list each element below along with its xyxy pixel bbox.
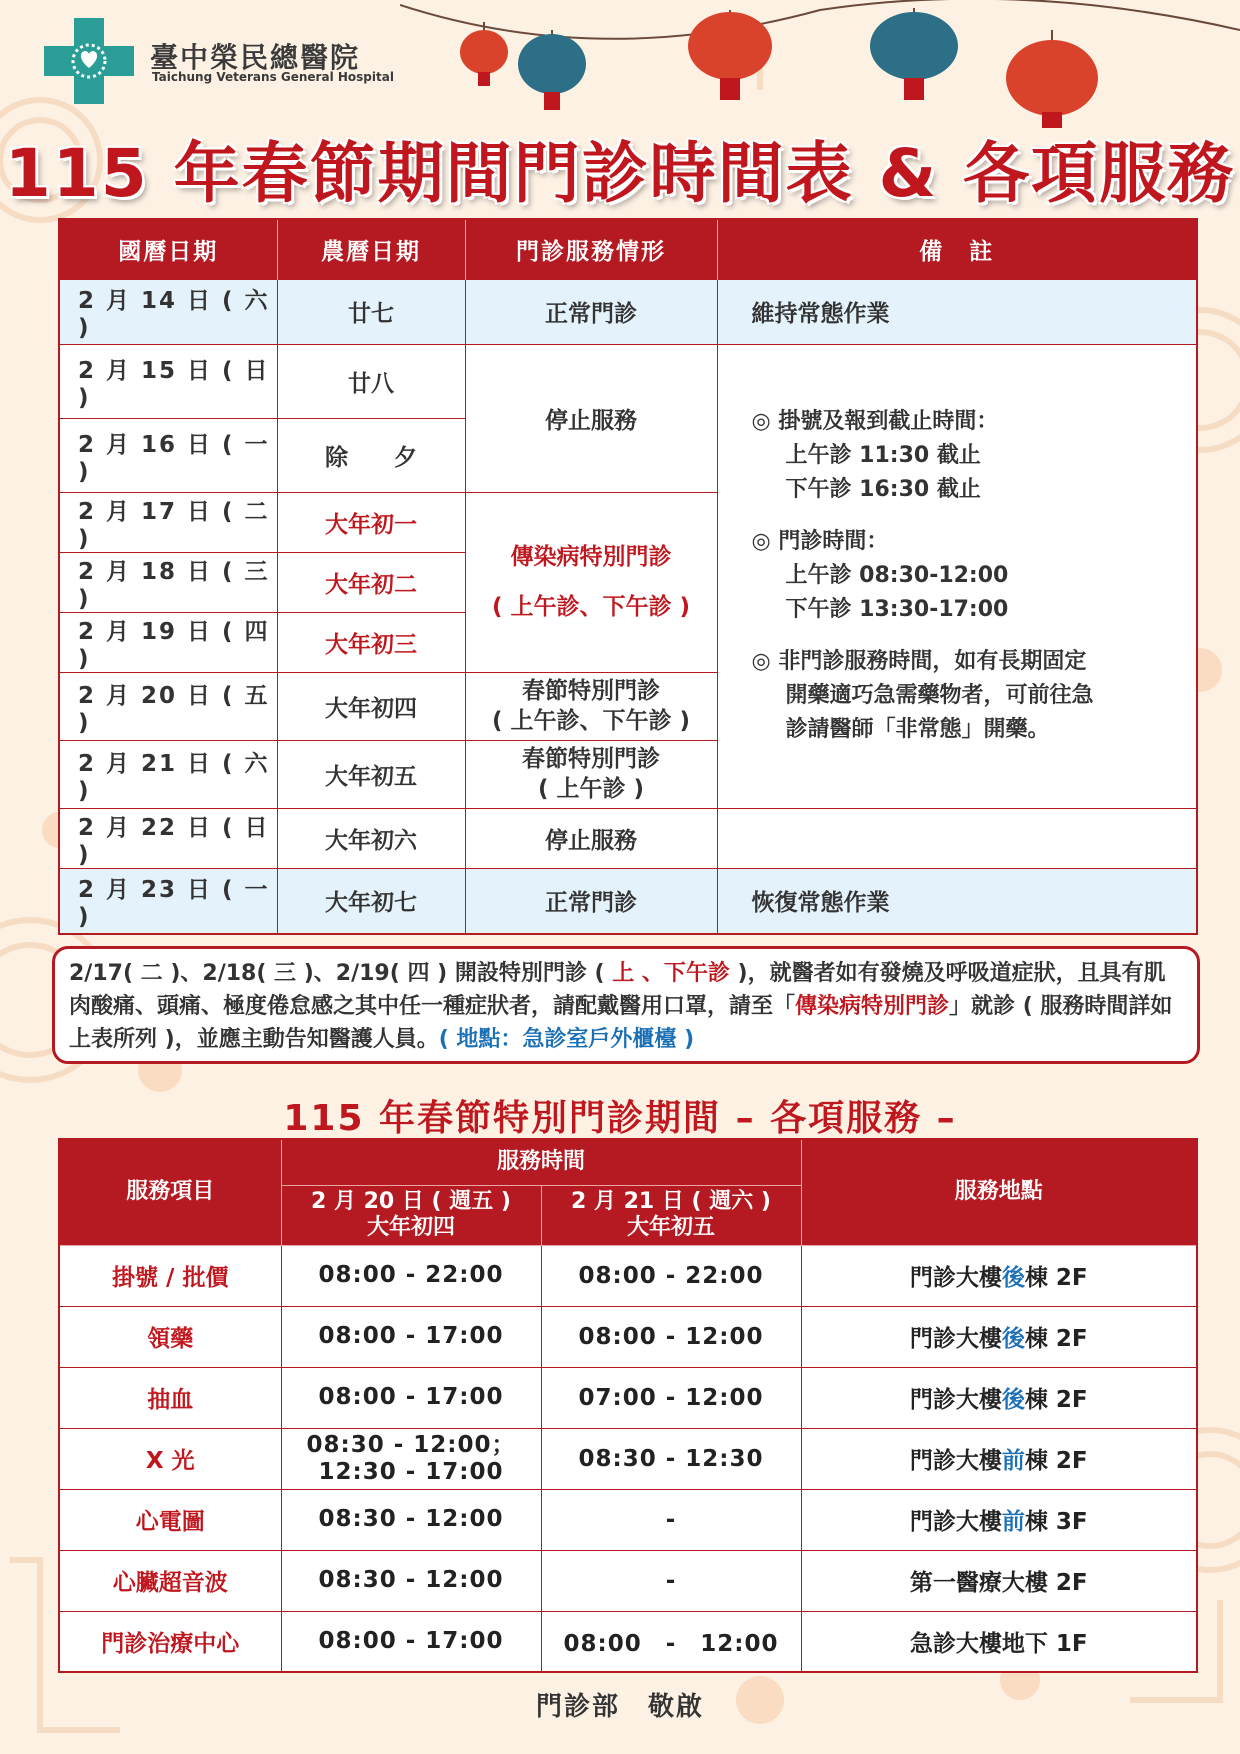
time-line: 08:00 - 17:00 <box>318 1384 504 1410</box>
solar-date: 2 月 21 日 ( 六 ) <box>59 740 277 808</box>
header-line: 大年初四 <box>366 1215 455 1240</box>
remark-line: ◎ 非門診服務時間，如有長期固定 <box>751 649 1087 674</box>
location-wing: 前 <box>1001 1509 1025 1535</box>
service-status: 正常門診 <box>465 279 717 344</box>
table-row <box>59 344 1197 418</box>
header-line: 2 月 21 日 ( 週六 ) <box>571 1189 771 1214</box>
day1-hours <box>281 1489 541 1550</box>
service-location <box>801 1245 1197 1306</box>
day2-hours: - <box>541 1489 801 1550</box>
col-header-service-item: 服務項目 <box>59 1139 281 1245</box>
day2-hours: 08:00 - 12:00 <box>541 1306 801 1367</box>
time-line: 08:30 - 12:00； <box>306 1431 516 1458</box>
service-item: X 光 <box>59 1428 281 1489</box>
remark-line: 下午診 16:30 截止 <box>785 477 981 502</box>
location-wing: 後 <box>1001 1265 1025 1291</box>
service-location <box>801 1367 1197 1428</box>
service-status: 正常門診 <box>465 868 717 934</box>
services-table <box>58 1138 1198 1673</box>
time-line: 08:30 - 12:00 <box>318 1506 504 1532</box>
service-location <box>801 1550 1197 1611</box>
service-line: ( 上午診 ) <box>537 776 645 802</box>
service-line: 傳染病特別門診 <box>510 544 672 570</box>
solar-date: 2 月 17 日 ( 二 ) <box>59 492 277 552</box>
remark-line: 上午診 11:30 截止 <box>785 443 981 468</box>
day1-hours <box>281 1245 541 1306</box>
day1-hours <box>281 1550 541 1611</box>
location-floor: 棟 2F <box>1024 1448 1088 1474</box>
lunar-date: 廿七 <box>277 279 465 344</box>
remark-line: 診請醫師「非常態」開藥。 <box>785 717 1050 742</box>
service-line: 春節特別門診 <box>522 678 660 704</box>
hospital-name-en: Taichung Veterans General Hospital <box>152 70 394 84</box>
day2-hours: 08:00 - 22:00 <box>541 1245 801 1306</box>
service-item: 門診治療中心 <box>59 1611 281 1672</box>
service-location <box>801 1306 1197 1367</box>
holiday-schedule-table <box>58 218 1198 935</box>
services-table-body <box>59 1245 1197 1672</box>
table-header-row <box>59 219 1197 279</box>
remark-line: 開藥適巧急需藥物者，可前往急 <box>785 683 1094 708</box>
table-row <box>59 279 1197 344</box>
service-line: 春節特別門診 <box>522 746 660 772</box>
day2-hours: 08:00 - 12:00 <box>541 1611 801 1672</box>
notice-text: 」就診 ( 服務時間詳如上表所列 )，並應主動告知醫護人員。 <box>69 994 1173 1052</box>
service-status <box>465 672 717 740</box>
signature: 門診部 敬啟 <box>535 1692 704 1722</box>
table-row <box>59 1245 1197 1306</box>
location-floor: 棟 3F <box>1024 1509 1088 1535</box>
location-wing: 前 <box>1001 1448 1025 1474</box>
infection-notice <box>52 946 1200 1064</box>
service-status <box>465 492 717 672</box>
page-title: 115 年春節期間門診時間表 & 各項服務 <box>4 135 1236 212</box>
solar-date: 2 月 19 日 ( 四 ) <box>59 612 277 672</box>
location-wing: 後 <box>1001 1387 1025 1413</box>
day2-hours: 07:00 - 12:00 <box>541 1367 801 1428</box>
solar-date: 2 月 18 日 ( 三 ) <box>59 552 277 612</box>
lunar-date: 大年初四 <box>277 672 465 740</box>
table-row <box>59 1367 1197 1428</box>
solar-date: 2 月 20 日 ( 五 ) <box>59 672 277 740</box>
col-header-lunar-date: 農曆日期 <box>277 219 465 279</box>
service-location <box>801 1489 1197 1550</box>
time-line: 12:30 - 17:00 <box>318 1458 504 1485</box>
location-text: 門診大樓 <box>909 1509 1002 1535</box>
hospital-name: 臺中榮民總醫院 <box>150 41 361 74</box>
service-item: 抽血 <box>59 1367 281 1428</box>
day1-hours <box>281 1611 541 1672</box>
remark-line: 下午診 13:30-17:00 <box>785 597 1009 622</box>
remark-line: ◎ 掛號及報到截止時間： <box>751 409 999 434</box>
lunar-date: 除 夕 <box>277 418 465 492</box>
solar-date: 2 月 15 日 ( 日 ) <box>59 344 277 418</box>
notice-text: 2/17( 二 )、2/18( 三 )、2/19( 四 ) 開設特別門診 ( <box>69 961 613 986</box>
notice-highlight: 上 、下午診 <box>612 961 730 986</box>
table-row <box>59 1428 1197 1489</box>
table-row <box>59 868 1197 934</box>
service-item: 心臟超音波 <box>59 1550 281 1611</box>
lunar-date: 大年初六 <box>277 808 465 868</box>
location-floor: 棟 2F <box>1024 1387 1088 1413</box>
col-header-location: 服務地點 <box>801 1139 1197 1245</box>
table-row <box>59 1550 1197 1611</box>
lunar-date: 大年初五 <box>277 740 465 808</box>
time-line: 08:30 - 12:00 <box>318 1567 504 1593</box>
solar-date: 2 月 22 日 ( 日 ) <box>59 808 277 868</box>
col-header-remarks: 備 註 <box>717 219 1197 279</box>
remark-line: 上午診 08:30-12:00 <box>785 563 1009 588</box>
lunar-date: 大年初一 <box>277 492 465 552</box>
lunar-date: 廿八 <box>277 344 465 418</box>
remark: 維持常態作業 <box>717 279 1197 344</box>
location-floor: 棟 2F <box>1024 1326 1088 1352</box>
lunar-date: 大年初七 <box>277 868 465 934</box>
table-row <box>59 808 1197 868</box>
solar-date: 2 月 14 日 ( 六 ) <box>59 279 277 344</box>
remark-line: ◎ 門診時間： <box>751 529 889 554</box>
header-line: 2 月 20 日 ( 週五 ) <box>311 1189 511 1214</box>
time-line: 08:00 - 22:00 <box>318 1262 504 1288</box>
remarks-block <box>717 344 1197 808</box>
remark: 恢復常態作業 <box>717 868 1197 934</box>
solar-date: 2 月 23 日 ( 一 ) <box>59 868 277 934</box>
time-line: 08:00 - 17:00 <box>318 1323 504 1349</box>
location-text: 第一醫療大樓 2F <box>909 1570 1088 1596</box>
time-line: 08:00 - 17:00 <box>318 1627 504 1654</box>
service-status: 停止服務 <box>465 808 717 868</box>
location-floor: 棟 2F <box>1024 1265 1088 1291</box>
table-header-row <box>59 1139 1197 1185</box>
service-item: 領藥 <box>59 1306 281 1367</box>
location-wing: 後 <box>1001 1326 1025 1352</box>
notice-highlight: 傳染病特別門診 <box>795 994 950 1019</box>
notice-text: )，就醫者如有發燒及呼吸道症狀，且具有肌肉酸痛、頭痛、極度倦怠感之其中任一種症狀者，請配戴醫用口罩，請至「 <box>69 961 1166 1019</box>
hospital-logo <box>44 18 134 104</box>
service-status: 停止服務 <box>465 344 717 492</box>
lunar-date: 大年初二 <box>277 552 465 612</box>
lunar-date: 大年初三 <box>277 612 465 672</box>
location-text: 門診大樓 <box>909 1387 1002 1413</box>
lantern-decoration <box>400 0 1240 130</box>
col-header-day1 <box>281 1185 541 1245</box>
service-line: ( 上午診、下午診 ) <box>491 594 691 620</box>
service-line: ( 上午診、下午診 ) <box>491 708 691 734</box>
table-row <box>59 1306 1197 1367</box>
service-status <box>465 740 717 808</box>
header-line: 大年初五 <box>627 1215 716 1240</box>
services-subtitle: 115 年春節特別門診期間 – 各項服務 – <box>283 1098 957 1139</box>
service-item: 心電圖 <box>59 1489 281 1550</box>
col-header-solar-date: 國曆日期 <box>59 219 277 279</box>
table-row <box>59 1611 1197 1672</box>
service-item: 掛號 / 批價 <box>59 1245 281 1306</box>
location-text: 門診大樓 <box>909 1448 1002 1474</box>
day1-hours <box>281 1428 541 1489</box>
day1-hours <box>281 1367 541 1428</box>
location-text: 急診大樓地下 1F <box>909 1630 1088 1657</box>
day2-hours: 08:30 - 12:30 <box>541 1428 801 1489</box>
remark <box>717 808 1197 868</box>
col-header-service-time: 服務時間 <box>281 1139 801 1185</box>
day1-hours <box>281 1306 541 1367</box>
col-header-service: 門診服務情形 <box>465 219 717 279</box>
day2-hours: - <box>541 1550 801 1611</box>
location-text: 門診大樓 <box>909 1326 1002 1352</box>
location-text: 門診大樓 <box>909 1265 1002 1291</box>
col-header-day2 <box>541 1185 801 1245</box>
service-location <box>801 1611 1197 1672</box>
table-row <box>59 1489 1197 1550</box>
service-location <box>801 1428 1197 1489</box>
notice-location: ( 地點：急診室戶外櫃檯 ) <box>438 1027 695 1052</box>
solar-date: 2 月 16 日 ( 一 ) <box>59 418 277 492</box>
